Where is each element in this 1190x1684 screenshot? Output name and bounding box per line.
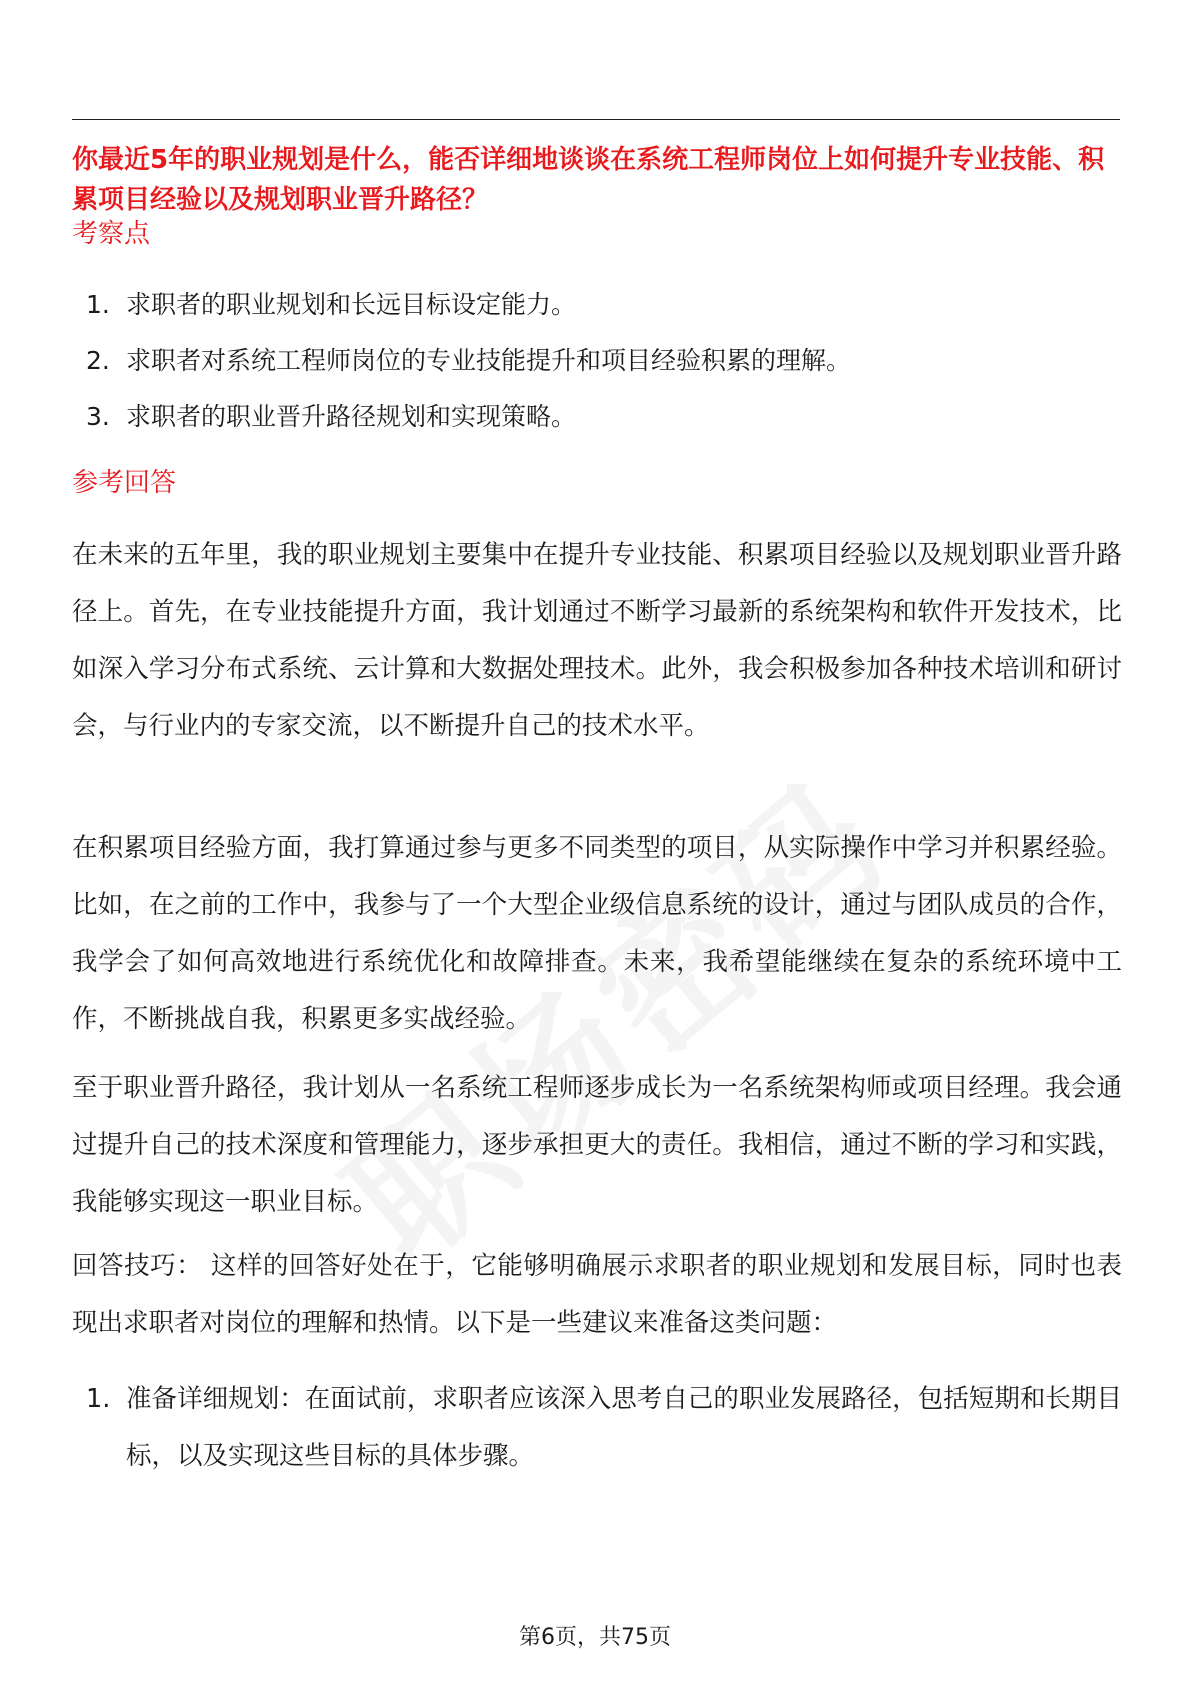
list-text: 求职者的职业晋升路径规划和实现策略。 — [126, 402, 577, 431]
answer-paragraph-3: 至于职业晋升路径，我计划从一名系统工程师逐步成长为一名系统架构师或项目经理。我会通过提升自己的技术深度和管理能力，逐步承担更大的责任。我相信，通过不断的学习和实践，我能够实现这一职业目标。 — [72, 1073, 1122, 1217]
focus-list — [72, 277, 1122, 445]
list-item — [72, 1371, 1122, 1485]
list-text: 求职者对系统工程师岗位的专业技能提升和项目经验积累的理解。 — [126, 346, 852, 375]
section-answer-title: 参考回答 — [72, 468, 177, 498]
list-item — [72, 389, 1122, 445]
list-number: 1. — [86, 290, 110, 319]
top-divider — [72, 119, 1120, 120]
list-text: 求职者的职业规划和长远目标设定能力。 — [126, 290, 577, 319]
list-number: 3. — [86, 402, 110, 431]
question-title: 你最近5年的职业规划是什么，能否详细地谈谈在系统工程师岗位上如何提升专业技能、积累项目经验以及规划职业晋升路径？ — [72, 145, 1105, 215]
tips-intro: 回答技巧： 这样的回答好处在于，它能够明确展示求职者的职业规划和发展目标，同时也表现出求职者对岗位的理解和热情。以下是一些建议来准备这类问题： — [72, 1251, 1122, 1338]
page-number-footer: 第6页，共75页 — [519, 1625, 671, 1650]
list-text: 准备详细规划：在面试前，求职者应该深入思考自己的职业发展路径，包括短期和长期目标，以及实现这些目标的具体步骤。 — [126, 1384, 1122, 1471]
tips-list — [72, 1371, 1122, 1485]
list-item — [72, 333, 1122, 389]
answer-paragraph-2: 在积累项目经验方面，我打算通过参与更多不同类型的项目，从实际操作中学习并积累经验。比如，在之前的工作中，我参与了一个大型企业级信息系统的设计，通过与团队成员的合作，我学会了如何高效地进行系统优化和故障排查。未来，我希望能继续在复杂的系统环境中工作，不断挑战自我，积累更多实战经验。 — [72, 833, 1122, 1034]
list-number: 1. — [86, 1384, 111, 1414]
answer-paragraph-1: 在未来的五年里，我的职业规划主要集中在提升专业技能、积累项目经验以及规划职业晋升路径上。首先，在专业技能提升方面，我计划通过不断学习最新的系统架构和软件开发技术，比如深入学习分布式系统、云计算和大数据处理技术。此外，我会积极参加各种技术培训和研讨会，与行业内的专家交流，以不断提升自己的技术水平。 — [72, 540, 1122, 741]
list-item — [72, 277, 1122, 333]
section-focus-title: 考察点 — [72, 219, 151, 249]
list-number: 2. — [86, 346, 110, 375]
